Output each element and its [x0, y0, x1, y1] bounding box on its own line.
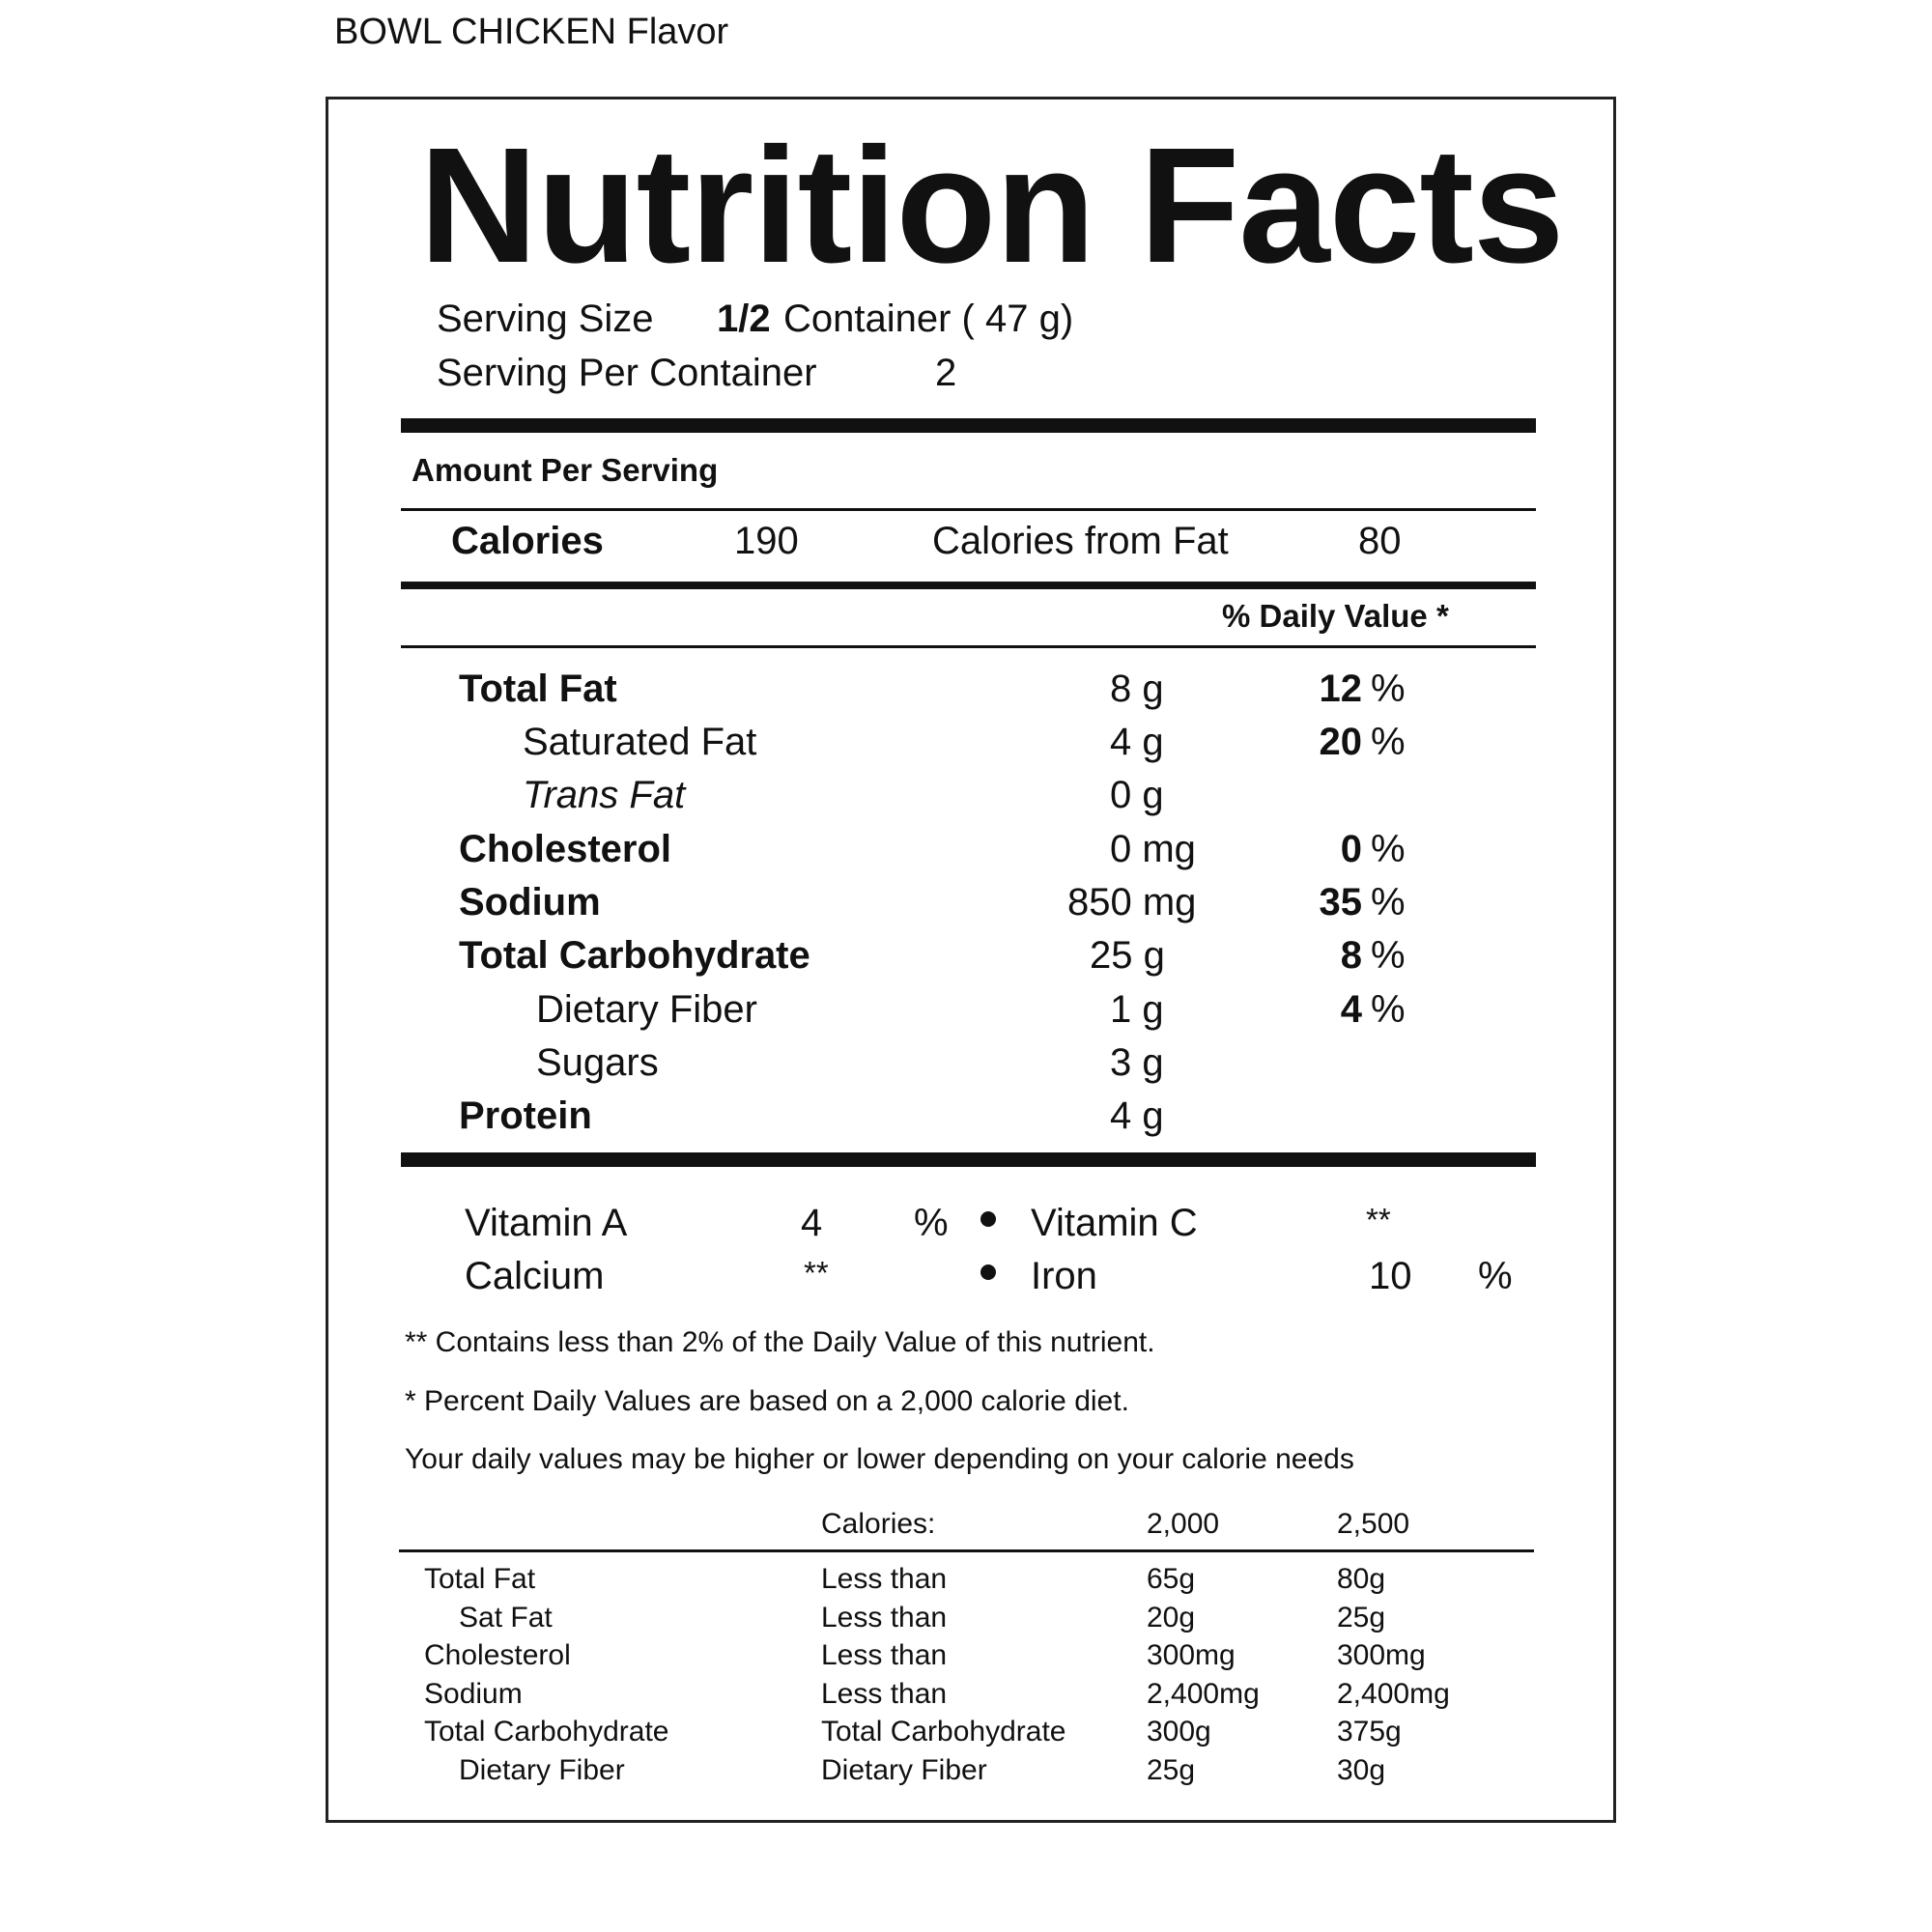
nutrient-dv-sodium: 35	[1319, 881, 1362, 923]
calcium-value: **	[804, 1255, 829, 1291]
ref-row-qualifier: Less than	[821, 1639, 948, 1671]
vitamin-c-label: Vitamin C	[1031, 1202, 1198, 1244]
ref-row-nutrient: Sodium	[424, 1678, 523, 1710]
nutrient-name-trans-fat: Trans Fat	[523, 774, 686, 816]
vitamin-a-percent: %	[914, 1202, 949, 1244]
ref-row-col2: 2,400mg	[1337, 1678, 1450, 1710]
ref-table-divider	[399, 1549, 1534, 1552]
nutrient-dv-saturated-fat: 20	[1319, 721, 1362, 763]
percent-sign: %	[1371, 881, 1406, 923]
nutrient-name-protein: Protein	[459, 1094, 592, 1137]
ref-row-qualifier: Less than	[821, 1678, 948, 1710]
nutrient-amount-protein: 4 g	[1110, 1094, 1164, 1137]
nutrient-name-total-fat: Total Fat	[459, 668, 617, 710]
nutrient-dv-cholesterol: 0	[1340, 828, 1362, 870]
ref-row-nutrient: Sat Fat	[459, 1602, 553, 1634]
percent-sign: %	[1371, 668, 1406, 710]
footnote-less-than-2: ** Contains less than 2% of the Daily Value of this nutrient.	[405, 1326, 1155, 1358]
ref-row-nutrient: Total Fat	[424, 1563, 536, 1595]
nutrient-name-saturated-fat: Saturated Fat	[523, 721, 757, 763]
bullet-icon	[980, 1211, 996, 1227]
nutrient-dv-dietary-fiber: 4	[1340, 988, 1362, 1031]
ref-row-nutrient: Total Carbohydrate	[424, 1716, 669, 1747]
footnote-based-on: * Percent Daily Values are based on a 2,000 calorie diet.	[405, 1385, 1129, 1417]
ref-header-col1: 2,000	[1147, 1508, 1220, 1540]
vitamin-a-value: 4	[801, 1202, 823, 1244]
ref-header-col2: 2,500	[1337, 1508, 1410, 1540]
percent-sign: %	[1371, 828, 1406, 870]
nutrient-amount-sodium: 850 mg	[1067, 881, 1197, 923]
iron-label: Iron	[1031, 1255, 1097, 1297]
thin-divider	[401, 645, 1536, 648]
nutrient-name-cholesterol: Cholesterol	[459, 828, 672, 870]
ref-row-qualifier: Dietary Fiber	[821, 1754, 987, 1786]
ref-row-col1: 300mg	[1147, 1639, 1236, 1671]
servings-per-container-value: 2	[935, 352, 957, 394]
ref-row-qualifier: Total Carbohydrate	[821, 1716, 1066, 1747]
bullet-icon	[980, 1264, 996, 1280]
nutrient-amount-cholesterol: 0 mg	[1110, 828, 1196, 870]
nutrient-dv-total-carbohydrate: 8	[1340, 934, 1362, 977]
nutrient-name-dietary-fiber: Dietary Fiber	[536, 988, 757, 1031]
ref-row-nutrient: Dietary Fiber	[459, 1754, 625, 1786]
amount-per-serving-heading: Amount Per Serving	[412, 452, 719, 488]
serving-size-unit: Container ( 47 g)	[783, 298, 1074, 340]
ref-row-col2: 375g	[1337, 1716, 1402, 1747]
ref-row-col1: 300g	[1147, 1716, 1211, 1747]
calories-from-fat-label: Calories from Fat	[932, 520, 1229, 562]
percent-sign: %	[1371, 934, 1406, 977]
vitamin-c-value: **	[1366, 1202, 1391, 1237]
ref-row-col1: 65g	[1147, 1563, 1196, 1595]
thick-divider	[401, 418, 1536, 433]
ref-header-label: Calories:	[821, 1508, 936, 1540]
nutrient-name-sodium: Sodium	[459, 881, 601, 923]
nutrient-dv-total-fat: 12	[1319, 668, 1362, 710]
thick-divider	[401, 1152, 1536, 1167]
nutrient-amount-sugars: 3 g	[1110, 1041, 1164, 1084]
nutrient-name-total-carbohydrate: Total Carbohydrate	[459, 934, 810, 977]
vitamin-a-label: Vitamin A	[465, 1202, 628, 1244]
ref-row-col2: 300mg	[1337, 1639, 1426, 1671]
nutrient-amount-dietary-fiber: 1 g	[1110, 988, 1164, 1031]
ref-row-col1: 2,400mg	[1147, 1678, 1260, 1710]
ref-row-qualifier: Less than	[821, 1602, 948, 1634]
nutrient-amount-trans-fat: 0 g	[1110, 774, 1164, 816]
serving-size-label: Serving Size	[437, 298, 654, 340]
nutrient-name-sugars: Sugars	[536, 1041, 659, 1084]
iron-percent: %	[1478, 1255, 1513, 1297]
nutrient-amount-total-carbohydrate: 25 g	[1090, 934, 1165, 977]
label-title: Nutrition Facts	[419, 114, 1564, 298]
ref-row-col1: 20g	[1147, 1602, 1196, 1634]
footnote-may-vary: Your daily values may be higher or lower depending on your calorie needs	[405, 1443, 1354, 1475]
ref-row-col2: 80g	[1337, 1563, 1386, 1595]
calcium-label: Calcium	[465, 1255, 605, 1297]
ref-row-col2: 30g	[1337, 1754, 1386, 1786]
ref-row-col1: 25g	[1147, 1754, 1196, 1786]
ref-row-col2: 25g	[1337, 1602, 1386, 1634]
iron-value: 10	[1369, 1255, 1412, 1297]
ref-row-nutrient: Cholesterol	[424, 1639, 571, 1671]
servings-per-container-label: Serving Per Container	[437, 352, 817, 394]
product-name: BOWL CHICKEN Flavor	[334, 12, 729, 52]
thin-divider	[401, 508, 1536, 511]
medium-divider	[401, 582, 1536, 589]
nutrient-amount-total-fat: 8 g	[1110, 668, 1164, 710]
ref-row-qualifier: Less than	[821, 1563, 948, 1595]
calories-label: Calories	[451, 520, 604, 562]
percent-sign: %	[1371, 988, 1406, 1031]
calories-from-fat-value: 80	[1358, 520, 1402, 562]
daily-value-header: % Daily Value *	[1222, 598, 1449, 634]
serving-size-amount: 1/2	[717, 298, 771, 340]
nutrient-amount-saturated-fat: 4 g	[1110, 721, 1164, 763]
percent-sign: %	[1371, 721, 1406, 763]
calories-value: 190	[734, 520, 799, 562]
